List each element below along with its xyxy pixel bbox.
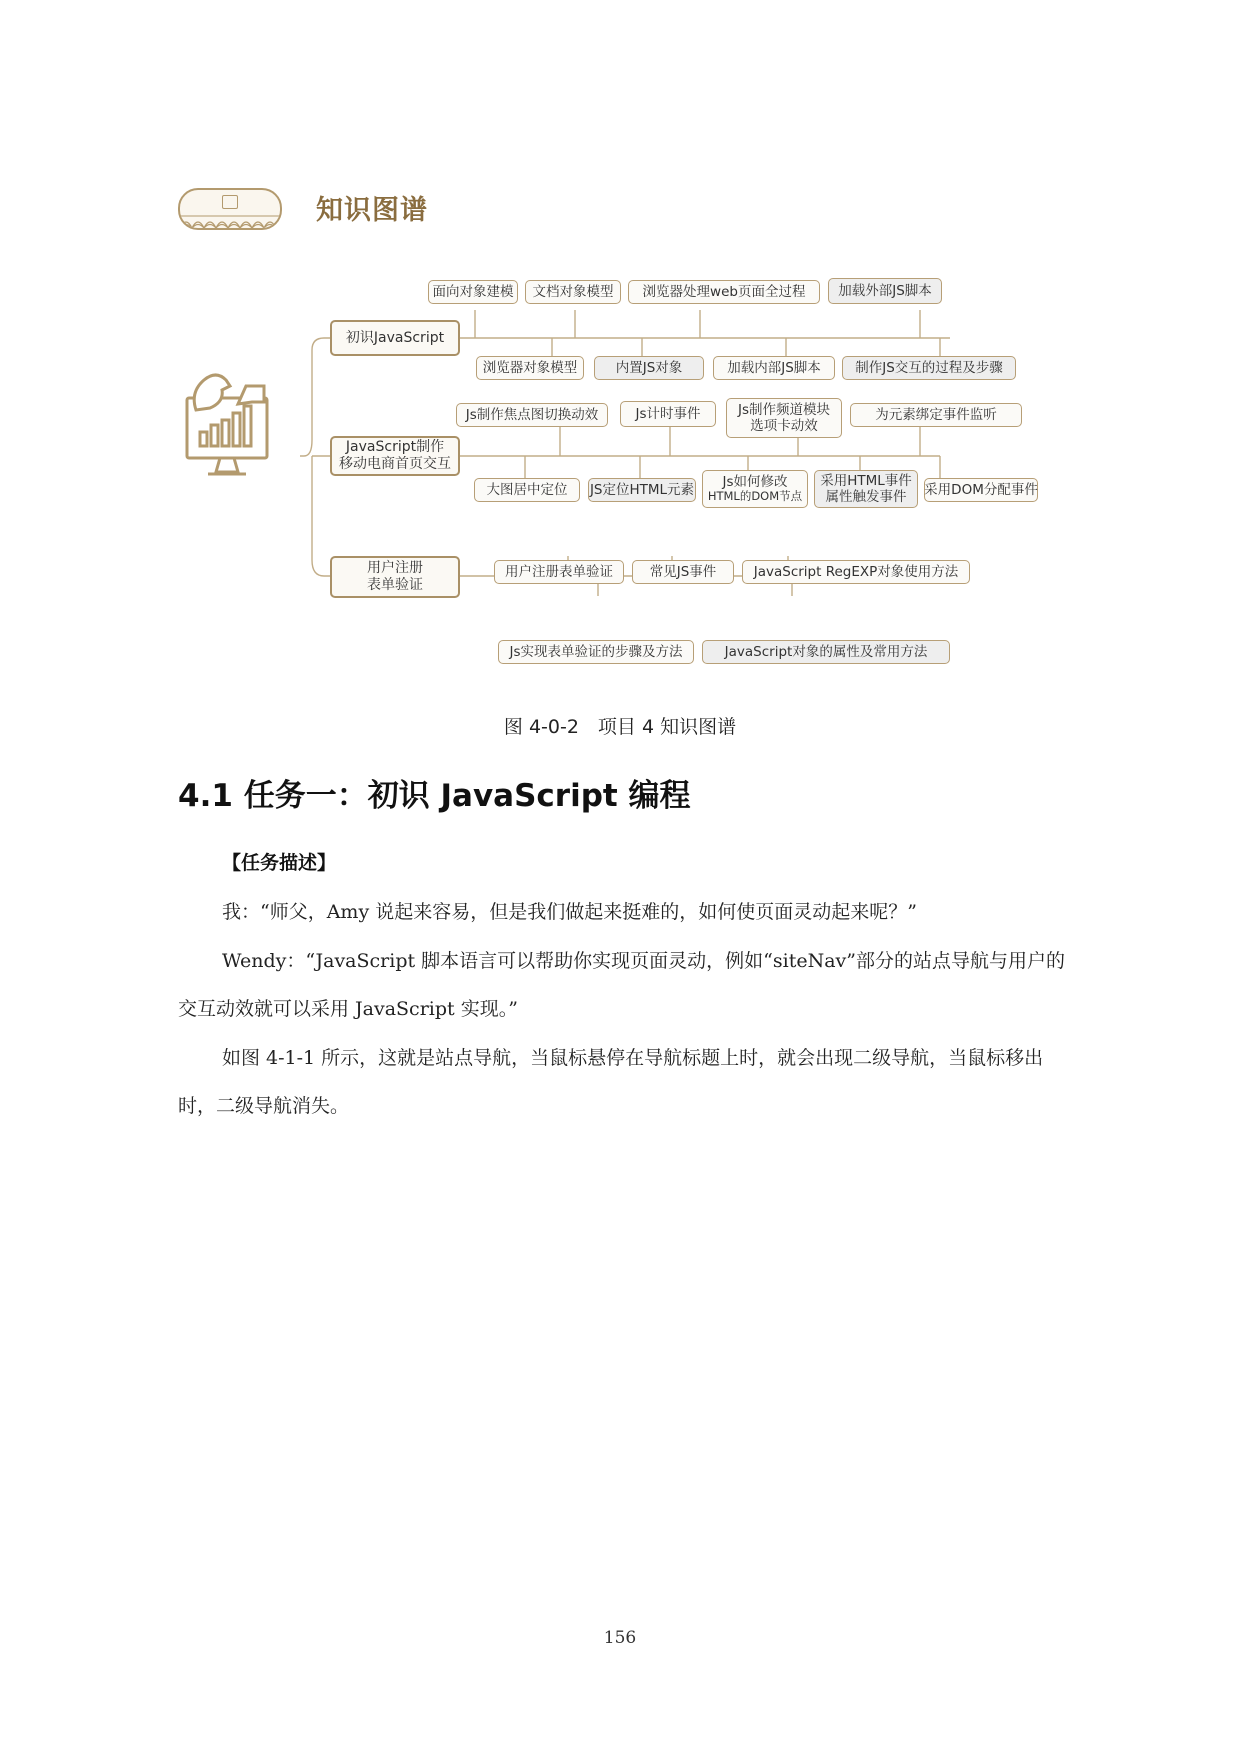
branch-label-line: JavaScript制作 bbox=[345, 439, 445, 456]
map-node-channel-tabs bbox=[726, 398, 842, 438]
node-text-line: HTML的DOM节点 bbox=[707, 489, 803, 504]
map-connectors bbox=[180, 270, 1060, 680]
map-node: JavaScript RegEXP对象使用方法 bbox=[742, 560, 970, 584]
map-node: Js计时事件 bbox=[620, 401, 716, 427]
map-node: 制作JS交互的过程及步骤 bbox=[842, 356, 1016, 380]
branch-node-mobile-interaction bbox=[330, 436, 460, 476]
branch-label-line: 用户注册 bbox=[367, 560, 423, 577]
chart-icon bbox=[222, 195, 238, 209]
node-text-line: Js如何修改 bbox=[722, 474, 788, 490]
node-text-line: 选项卡动效 bbox=[750, 418, 818, 434]
figure-caption: 图 4-0-2 项目 4 知识图谱 bbox=[503, 716, 737, 738]
paragraph: 如图 4-1-1 所示，这就是站点导航，当鼠标悬停在导航标题上时，就会出现二级导航，当鼠标移出时，二级导航消失。 bbox=[178, 1047, 1044, 1117]
map-node: 采用DOM分配事件 bbox=[924, 478, 1038, 502]
map-node: 面向对象建模 bbox=[428, 280, 518, 304]
map-node: Js实现表单验证的步骤及方法 bbox=[498, 640, 694, 664]
map-node: 加载内部JS脚本 bbox=[713, 356, 835, 380]
map-node-dom-modify bbox=[702, 470, 808, 508]
map-node-html-events bbox=[814, 470, 918, 508]
map-node: 浏览器处理web页面全过程 bbox=[628, 280, 820, 304]
map-node: JS定位HTML元素 bbox=[588, 478, 696, 502]
section-title: 知识图谱 bbox=[316, 195, 428, 226]
map-node: 大图居中定位 bbox=[474, 478, 580, 502]
branch-label-line: 表单验证 bbox=[367, 577, 423, 593]
node-text-line: 属性触发事件 bbox=[825, 489, 907, 505]
section-heading: 4.1 任务一：初识 JavaScript 编程 bbox=[178, 778, 691, 814]
branch-node-javascript-intro: 初识JavaScript bbox=[330, 320, 460, 356]
map-node: 浏览器对象模型 bbox=[476, 356, 584, 380]
section-banner bbox=[178, 188, 282, 230]
paragraph: Wendy：“JavaScript 脚本语言可以帮助你实现页面灵动，例如“siteNav”部分的站点导航与用户的交互动效就可以采用 JavaScript 实现。” bbox=[178, 950, 1065, 1020]
branch-label-line: 移动电商首页交互 bbox=[339, 456, 451, 472]
map-node: 用户注册表单验证 bbox=[494, 560, 624, 584]
map-node: Js制作焦点图切换动效 bbox=[456, 403, 608, 427]
node-text-line: 采用HTML事件 bbox=[820, 472, 912, 489]
wave-decoration bbox=[180, 208, 280, 228]
knowledge-map bbox=[180, 270, 1060, 680]
map-node: JavaScript对象的属性及常用方法 bbox=[702, 640, 950, 664]
branch-node-form-validation bbox=[330, 556, 460, 598]
paragraph: 我：“师父，Amy 说起来容易，但是我们做起来挺难的，如何使页面灵动起来呢？” bbox=[222, 901, 917, 923]
task-label: 【任务描述】 bbox=[222, 852, 337, 874]
map-node: 内置JS对象 bbox=[594, 356, 704, 380]
map-node: 加载外部JS脚本 bbox=[828, 278, 942, 304]
map-node: 文档对象模型 bbox=[525, 280, 621, 304]
node-text-line: Js制作频道模块 bbox=[737, 401, 830, 418]
map-node: 常见JS事件 bbox=[632, 560, 734, 584]
monitor-icon bbox=[187, 375, 267, 474]
page-number: 156 bbox=[603, 1628, 637, 1648]
map-node: 为元素绑定事件监听 bbox=[850, 403, 1022, 427]
